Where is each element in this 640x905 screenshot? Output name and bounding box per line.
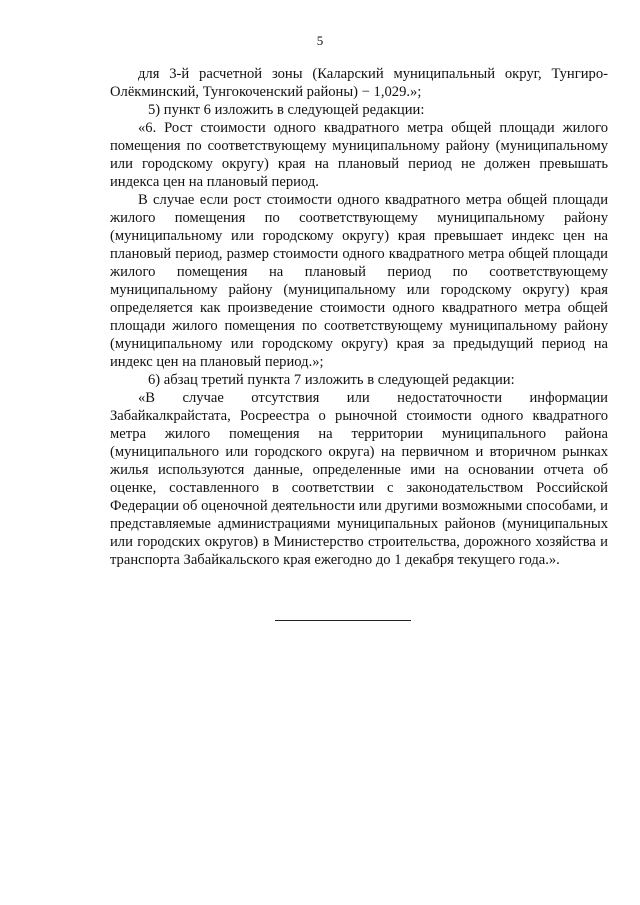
page-number: 5	[316, 33, 324, 48]
paragraph-price-growth: В случае если рост стоимости одного квадратного метра общей площади жилого помещения по соответствующему муниципальному району (муниципальному или городскому округу) края превышает индекс цен на плановый период, размер стоимости одного квадратного метра общей площади жилого помещения на плановый период по соответствующему муниципальному району (муниципальному или городскому округу) края определяется как произведение стоимости одного квадратного метра общей площади жилого помещения по соответствующему муниципальному району (муниципальному или городскому округу) края за предыдущий период на индекс цен на плановый период.»;	[110, 192, 608, 370]
paragraph-point-6: «6. Рост стоимости одного квадратного метра общей площади жилого помещения по соответствующему муниципальному району (муниципальному или городскому округу) края на плановый период не должен превышать индекса цен на плановый период.	[110, 120, 608, 190]
paragraph-missing-info: «В случае отсутствия или недостаточности информации Забайкалкрайстата, Росреестра о рыночной стоимости одного квадратного метра жилого помещения на территории муниципального района (муниципального или городского округа) на первичном и вторичном рынках жилья используются данные, определенные ими на основании отчета об оценке, составленного в соответствии с законодательством Российской Федерации об оценочной деятельности или другими возможными способами, и представляемые администрациями муниципальных районов (муниципальных или городских округов) в Министерство строительства, дорожного хозяйства и транспорта Забайкальского края ежегодно до 1 декабря текущего года.».	[110, 390, 608, 568]
paragraph-zone-3: для 3-й расчетной зоны (Каларский муниципальный округ, Тунгиро-Олёкминский, Тунгокоченский районы) − 1,029.»;	[110, 66, 608, 100]
paragraph-item-6: 6) абзац третий пункта 7 изложить в следующей редакции:	[148, 372, 515, 388]
end-divider	[275, 620, 411, 621]
document-body	[110, 65, 608, 569]
paragraph-item-5: 5) пункт 6 изложить в следующей редакции:	[148, 102, 425, 118]
